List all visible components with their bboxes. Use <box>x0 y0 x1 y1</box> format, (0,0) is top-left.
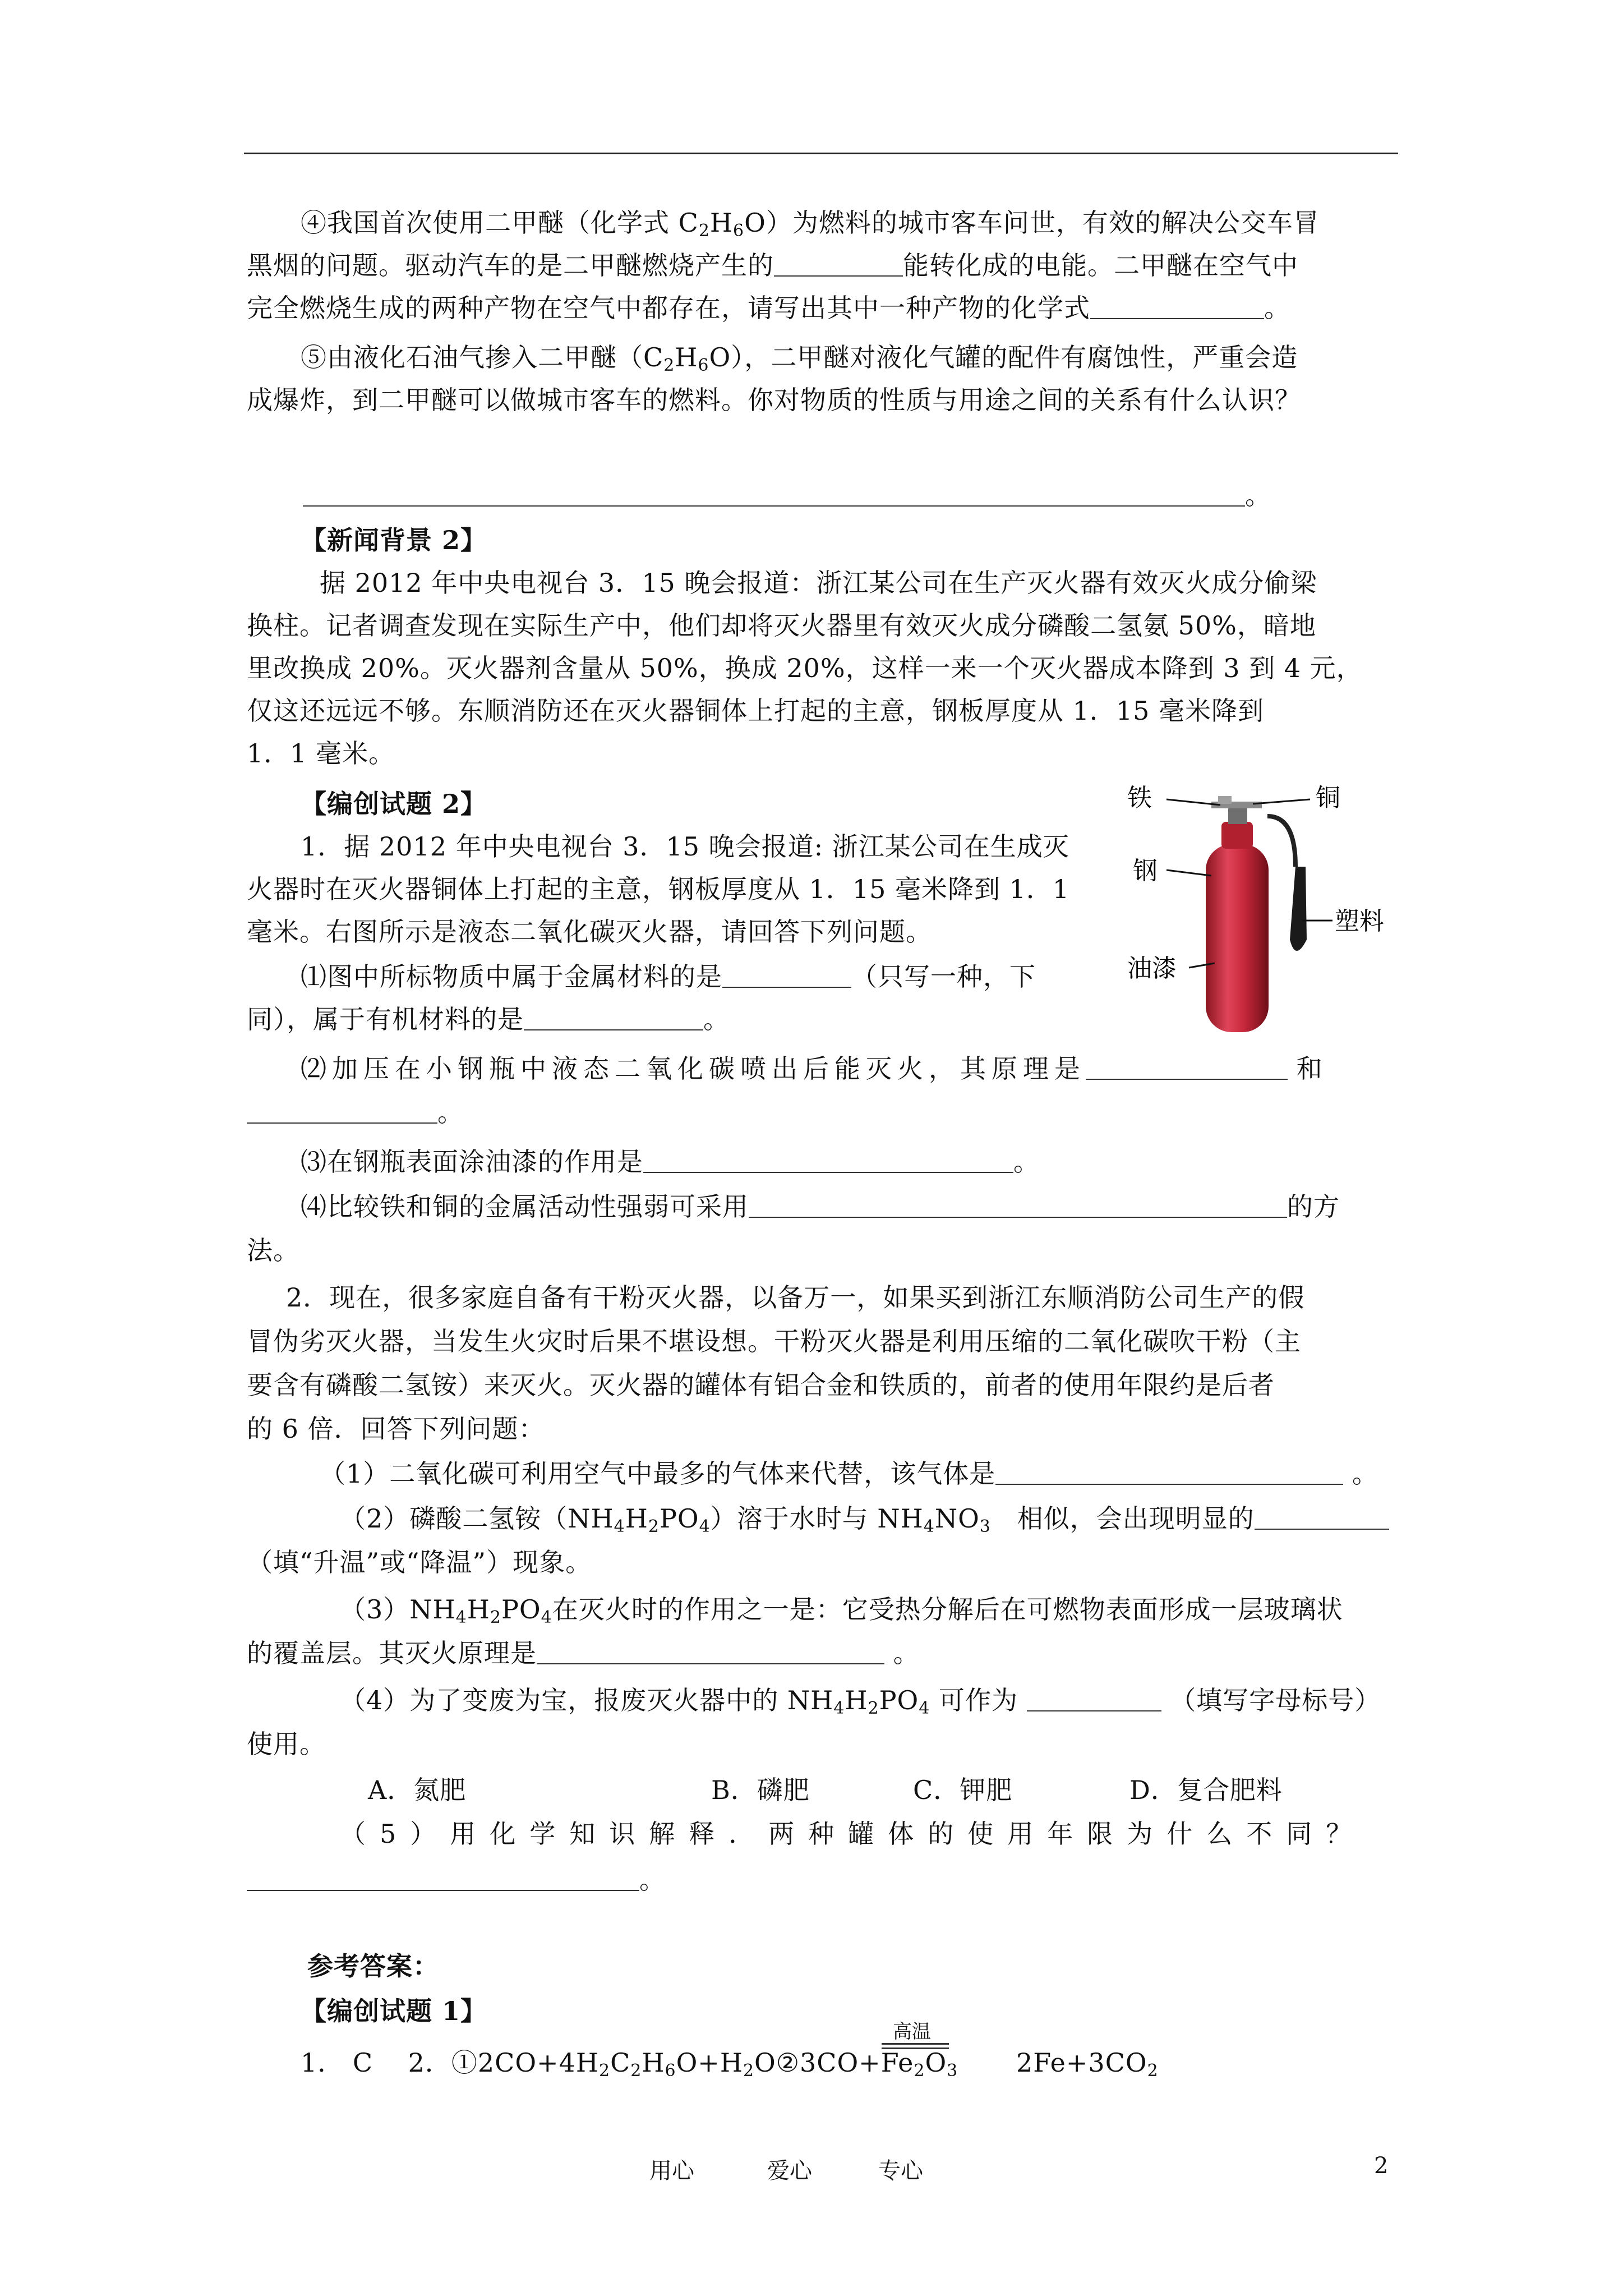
paragraph-line: 成爆炸，到二甲醚可以做城市客车的燃料。你对物质的性质与用途之间的关系有什么认识？ <box>247 385 1301 415</box>
answer-blank[interactable] <box>524 1007 703 1030</box>
footer-word: 专心 <box>878 2158 923 2184</box>
paragraph-line: （填“升温”或“降温”）现象。 <box>247 1547 592 1577</box>
answer-line: $2Fe+3CO_2$ <box>1016 2047 1159 2081</box>
answer-blank[interactable] <box>1255 1506 1389 1530</box>
label-plastic: 塑料 <box>1335 907 1384 936</box>
page-number: 2 <box>1374 2153 1389 2179</box>
option-b[interactable]: B．磷肥 <box>711 1775 810 1805</box>
label-copper: 铜 <box>1316 784 1340 812</box>
section-heading: 【编创试题 1】 <box>301 1996 487 2026</box>
paragraph-line: ⑤由液化石油气掺入二甲醚$(C_2H_6O)$，二甲醚对液化气罐的配件有腐蚀性，严重会造 <box>301 342 1298 375</box>
paragraph-line: 1．据 2012 年中央电视台 3．15 晚会报道: 浙江某公司在生成灭 <box>301 831 1069 862</box>
paragraph-line: ⑴图中所标物质中属于金属材料的是 （只写一种，下 <box>301 961 1036 992</box>
answer-blank[interactable] <box>995 1461 1343 1485</box>
paragraph-line: 。 <box>247 1861 666 1898</box>
paragraph-line: 的 6 倍．回答下列问题： <box>247 1414 545 1444</box>
answer-blank[interactable] <box>247 1867 639 1891</box>
paragraph-line: 毫米。右图所示是液态二氧化碳灭火器，请回答下列问题。 <box>247 917 932 947</box>
answer-line: 1． C 2．$①2CO+4H_2C_2H_6O+H_2O②3CO+Fe_2O_3$ <box>301 2047 958 2081</box>
paragraph-line: 。 <box>247 1094 464 1131</box>
paragraph-line: 火器时在灭火器铜体上打起的主意，钢板厚度从 1．15 毫米降到 1．1 <box>247 874 1070 904</box>
option-d[interactable]: D．复合肥料 <box>1129 1775 1283 1805</box>
paragraph-line: 里改换成 20%。灭火器剂含量从 50%，换成 20%，这样一来一个灭火器成本降到 3 到 4 元， <box>247 653 1363 683</box>
reaction-arrow <box>882 2043 949 2045</box>
paragraph-line: 1．1 毫米。 <box>247 738 395 769</box>
answer-blank[interactable] <box>643 1149 1013 1173</box>
answer-blank[interactable] <box>1090 296 1264 319</box>
paragraph-line: 。 <box>303 477 1271 514</box>
answer-blank[interactable] <box>303 483 1245 507</box>
footer-word: 用心 <box>649 2158 694 2184</box>
option-c[interactable]: C．钾肥 <box>913 1775 1013 1805</box>
header-rule <box>244 153 1398 154</box>
answer-blank[interactable] <box>537 1641 884 1664</box>
paragraph-line: ⑷比较铁和铜的金属活动性强弱可采用 的方 <box>301 1191 1340 1222</box>
answer-blank[interactable] <box>1027 1688 1161 1711</box>
paragraph-line: （4）为了变废为宝，报废灭火器中的 $NH_4H_2PO_4$ 可作为 （填写字母标号） <box>340 1685 1381 1718</box>
paragraph-line: 黑烟的问题。驱动汽车的是二甲醚燃烧产生的 能转化成的电能。二甲醚在空气中 <box>247 250 1298 280</box>
label-iron: 铁 <box>1127 784 1152 812</box>
paragraph-line: （1）二氧化碳可利用空气中最多的气体来代替，该气体是 。 <box>320 1458 1378 1489</box>
section-heading: 【编创试题 2】 <box>301 789 487 819</box>
reaction-condition: 高温 <box>893 2021 931 2043</box>
paragraph-line: 2．现在，很多家庭自备有干粉灭火器，以备万一，如果买到浙江东顺消防公司生产的假 <box>286 1282 1305 1313</box>
footer-word: 爱心 <box>767 2158 812 2184</box>
answer-blank[interactable] <box>774 253 903 277</box>
section-heading: 【新闻背景 2】 <box>301 525 487 555</box>
paragraph-line: 完全燃烧生成的两种产物在空气中都存在，请写出其中一种产物的化学式 。 <box>247 293 1290 323</box>
option-a[interactable]: A．氮肥 <box>368 1775 467 1805</box>
paragraph-line: ⑵加压在小钢瓶中液态二氧化碳喷出后能灭火，其原理是 和 <box>301 1053 1323 1084</box>
paragraph-line: （5）用化学知识解释．两种罐体的使用年限为什么不同？ <box>340 1819 1366 1849</box>
answer-blank[interactable] <box>1086 1056 1288 1080</box>
paragraph-line: 冒伪劣灭火器，当发生火灾时后果不堪设想。干粉灭火器是利用压缩的二氧化碳吹干粉（主 <box>247 1326 1301 1356</box>
fire-extinguisher-figure <box>1127 783 1396 1035</box>
label-steel: 钢 <box>1133 857 1158 885</box>
paragraph-line: 法。 <box>247 1235 299 1266</box>
paragraph-line: $(3)NH_4H_2PO_4$在灭火时的作用之一是：它受热分解后在可燃物表面形成一层玻璃状 <box>340 1594 1343 1627</box>
paragraph-line: 仅这还远远不够。东顺消防还在灭火器铜体上打起的主意，钢板厚度从 1．15 毫米降到 <box>247 696 1265 726</box>
answer-blank[interactable] <box>247 1100 437 1124</box>
paragraph-line: ④我国首次使用二甲醚（化学式 $C_2H_6O$）为燃料的城市客车问世，有效的解决公交车冒 <box>301 208 1320 241</box>
answers-heading: 参考答案： <box>307 1951 439 1981</box>
paragraph-line: 据 2012 年中央电视台 3．15 晚会报道：浙江某公司在生产灭火器有效灭火成分偷梁 <box>320 568 1317 598</box>
paragraph-line: 换柱。记者调查发现在实际生产中，他们却将灭火器里有效灭火成分磷酸二氢氨 50%，暗地 <box>247 610 1316 641</box>
answer-blank[interactable] <box>749 1194 1287 1218</box>
paragraph-line: 同），属于有机材料的是 。 <box>247 1004 730 1034</box>
paragraph-line: 使用。 <box>247 1729 326 1759</box>
paragraph-line: ⑶在钢瓶表面涂油漆的作用是 。 <box>301 1147 1040 1177</box>
paragraph-line: 的覆盖层。其灭火原理是 。 <box>247 1638 920 1668</box>
paragraph-line: （2）磷酸二氢铵$(NH_4H_2PO_4)$溶于水时与 $NH_4NO_3$ 相似，会出现明显的 <box>340 1500 1389 1545</box>
paragraph-line: 要含有磷酸二氢铵）来灭火。灭火器的罐体有铝合金和铁质的，前者的使用年限约是后者 <box>247 1370 1275 1400</box>
reaction-arrow <box>882 2047 949 2049</box>
answer-blank[interactable] <box>722 964 851 988</box>
label-paint: 油漆 <box>1127 954 1177 983</box>
